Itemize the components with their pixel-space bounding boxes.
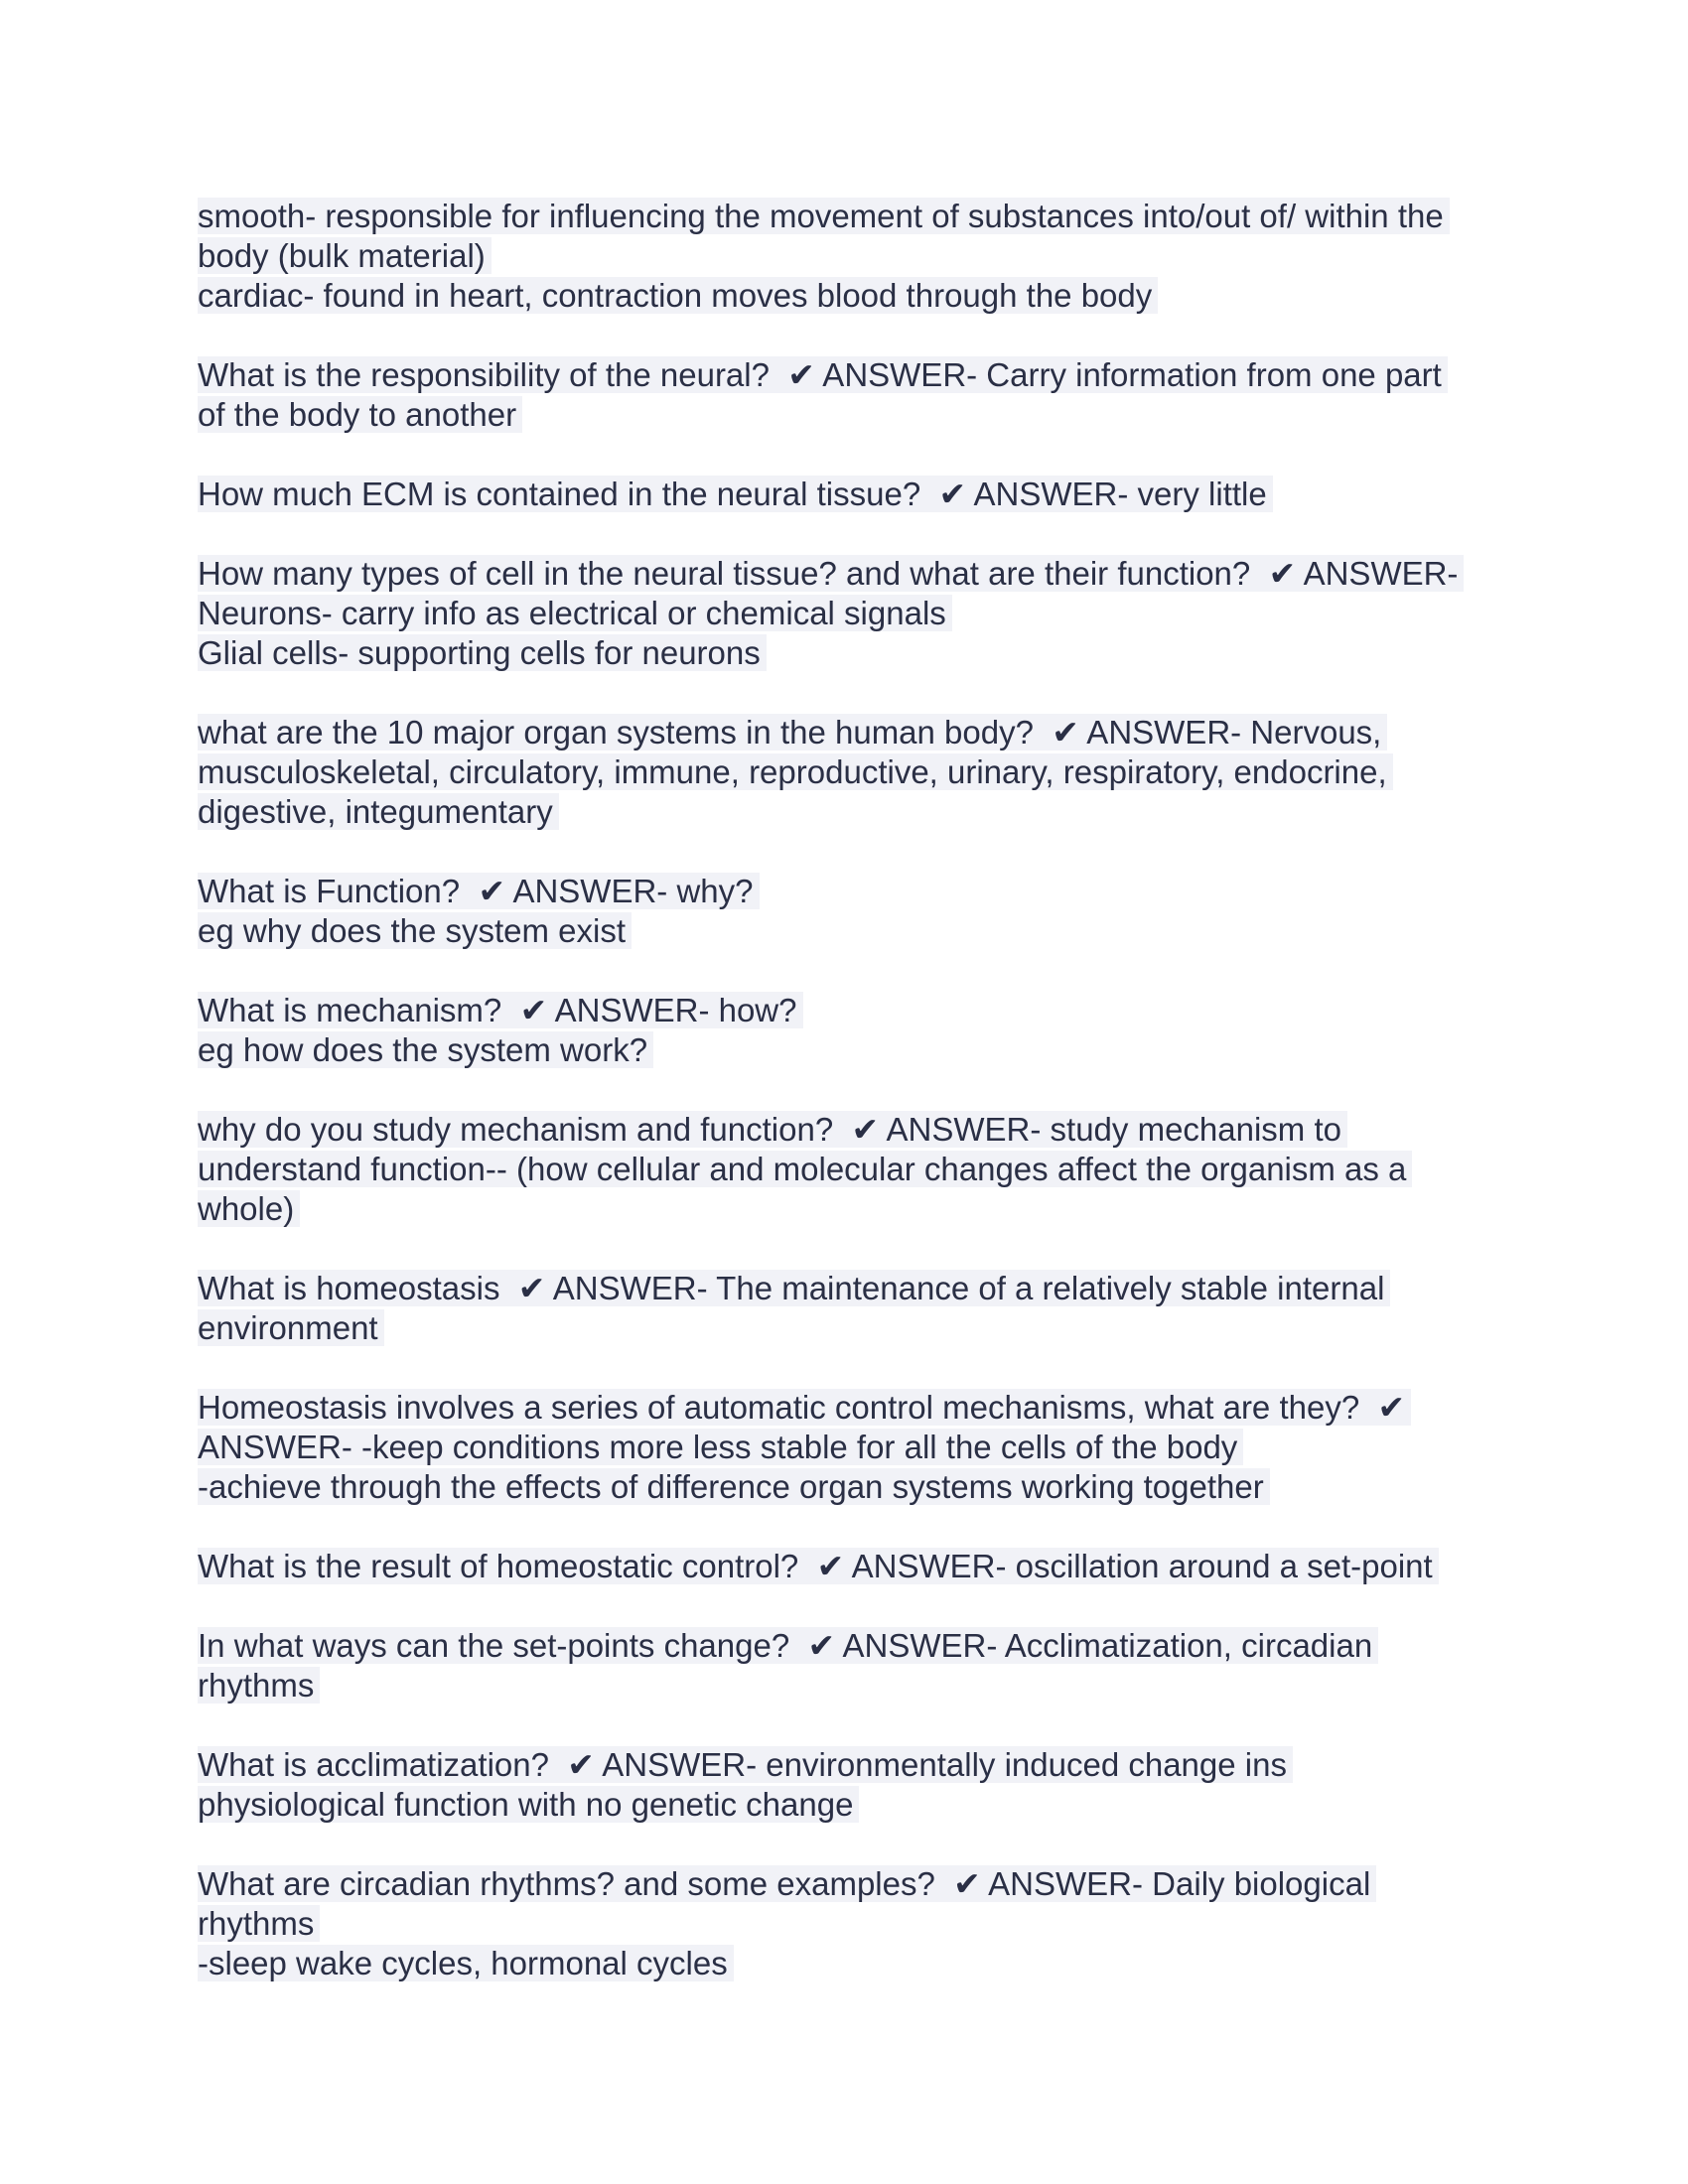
text-line <box>198 1904 1498 1944</box>
text-line <box>198 1745 1498 1785</box>
highlighted-text: eg how does the system work? <box>198 1031 653 1068</box>
qa-block <box>198 475 1498 514</box>
text-line <box>198 1547 1498 1586</box>
qa-block <box>198 1269 1498 1348</box>
text-line <box>198 197 1498 236</box>
highlighted-text: environment <box>198 1309 384 1346</box>
highlighted-text: What is Function? ✔ ANSWER- why? <box>198 873 760 909</box>
highlighted-text: What is acclimatization? ✔ ANSWER- environmentally induced change ins <box>198 1746 1293 1783</box>
text-line <box>198 1785 1498 1825</box>
highlighted-text: What is the result of homeostatic control? ✔ ANSWER- oscillation around a set-point <box>198 1548 1439 1584</box>
highlighted-text: What is the responsibility of the neural? ✔ ANSWER- Carry information from one part <box>198 356 1448 393</box>
text-line <box>198 1467 1498 1507</box>
highlighted-text: understand function-- (how cellular and molecular changes affect the organism as a <box>198 1151 1412 1187</box>
text-line <box>198 1864 1498 1904</box>
highlighted-text: eg why does the system exist <box>198 912 632 949</box>
highlighted-text: what are the 10 major organ systems in the human body? ✔ ANSWER- Nervous, <box>198 714 1387 751</box>
highlighted-text: smooth- responsible for influencing the movement of substances into/out of/ within the <box>198 198 1450 234</box>
text-line <box>198 1428 1498 1467</box>
highlighted-text: whole) <box>198 1190 300 1227</box>
qa-block <box>198 1745 1498 1825</box>
text-line <box>198 1150 1498 1189</box>
highlighted-text: Glial cells- supporting cells for neurons <box>198 634 767 671</box>
qa-block <box>198 1547 1498 1586</box>
text-line <box>198 1269 1498 1308</box>
text-line <box>198 633 1498 673</box>
highlighted-text: ANSWER- -keep conditions more less stable for all the cells of the body <box>198 1429 1243 1465</box>
text-line <box>198 276 1498 316</box>
highlighted-text: What is homeostasis ✔ ANSWER- The maintenance of a relatively stable internal <box>198 1270 1390 1306</box>
text-line <box>198 991 1498 1030</box>
qa-block <box>198 991 1498 1070</box>
highlighted-text: What are circadian rhythms? and some examples? ✔ ANSWER- Daily biological <box>198 1865 1376 1902</box>
highlighted-text: rhythms <box>198 1905 320 1942</box>
text-line <box>198 752 1498 792</box>
highlighted-text: rhythms <box>198 1667 320 1704</box>
text-line <box>198 594 1498 633</box>
text-line <box>198 911 1498 951</box>
highlighted-text: musculoskeletal, circulatory, immune, reproductive, urinary, respiratory, endocrine, <box>198 753 1393 790</box>
qa-block <box>198 355 1498 435</box>
text-line <box>198 355 1498 395</box>
text-line <box>198 1189 1498 1229</box>
text-line <box>198 1388 1498 1428</box>
highlighted-text: Neurons- carry info as electrical or chemical signals <box>198 595 952 631</box>
highlighted-text: physiological function with no genetic change <box>198 1786 859 1823</box>
qa-block <box>198 872 1498 951</box>
highlighted-text: How much ECM is contained in the neural tissue? ✔ ANSWER- very little <box>198 476 1273 512</box>
text-line <box>198 1944 1498 1983</box>
text-line <box>198 1030 1498 1070</box>
highlighted-text: What is mechanism? ✔ ANSWER- how? <box>198 992 803 1028</box>
text-line <box>198 872 1498 911</box>
qa-block <box>198 713 1498 832</box>
text-line <box>198 713 1498 752</box>
text-line <box>198 236 1498 276</box>
highlighted-text: How many types of cell in the neural tissue? and what are their function? ✔ ANSWER- <box>198 555 1464 592</box>
highlighted-text: body (bulk material) <box>198 237 492 274</box>
text-line <box>198 475 1498 514</box>
document-body <box>198 197 1498 2023</box>
highlighted-text: why do you study mechanism and function? ✔ ANSWER- study mechanism to <box>198 1111 1347 1148</box>
text-line <box>198 1626 1498 1666</box>
qa-block <box>198 1626 1498 1706</box>
qa-block <box>198 1388 1498 1507</box>
text-line <box>198 1666 1498 1706</box>
text-line <box>198 554 1498 594</box>
text-line <box>198 792 1498 832</box>
highlighted-text: In what ways can the set-points change? ✔ ANSWER- Acclimatization, circadian <box>198 1627 1378 1664</box>
qa-block <box>198 554 1498 673</box>
qa-block <box>198 1864 1498 1983</box>
qa-block <box>198 197 1498 316</box>
text-line <box>198 1110 1498 1150</box>
highlighted-text: cardiac- found in heart, contraction moves blood through the body <box>198 277 1158 314</box>
highlighted-text: digestive, integumentary <box>198 793 559 830</box>
highlighted-text: of the body to another <box>198 396 522 433</box>
highlighted-text: -achieve through the effects of difference organ systems working together <box>198 1468 1270 1505</box>
qa-block <box>198 1110 1498 1229</box>
highlighted-text: -sleep wake cycles, hormonal cycles <box>198 1945 734 1981</box>
highlighted-text: Homeostasis involves a series of automatic control mechanisms, what are they? ✔ <box>198 1389 1411 1426</box>
text-line <box>198 1308 1498 1348</box>
text-line <box>198 395 1498 435</box>
